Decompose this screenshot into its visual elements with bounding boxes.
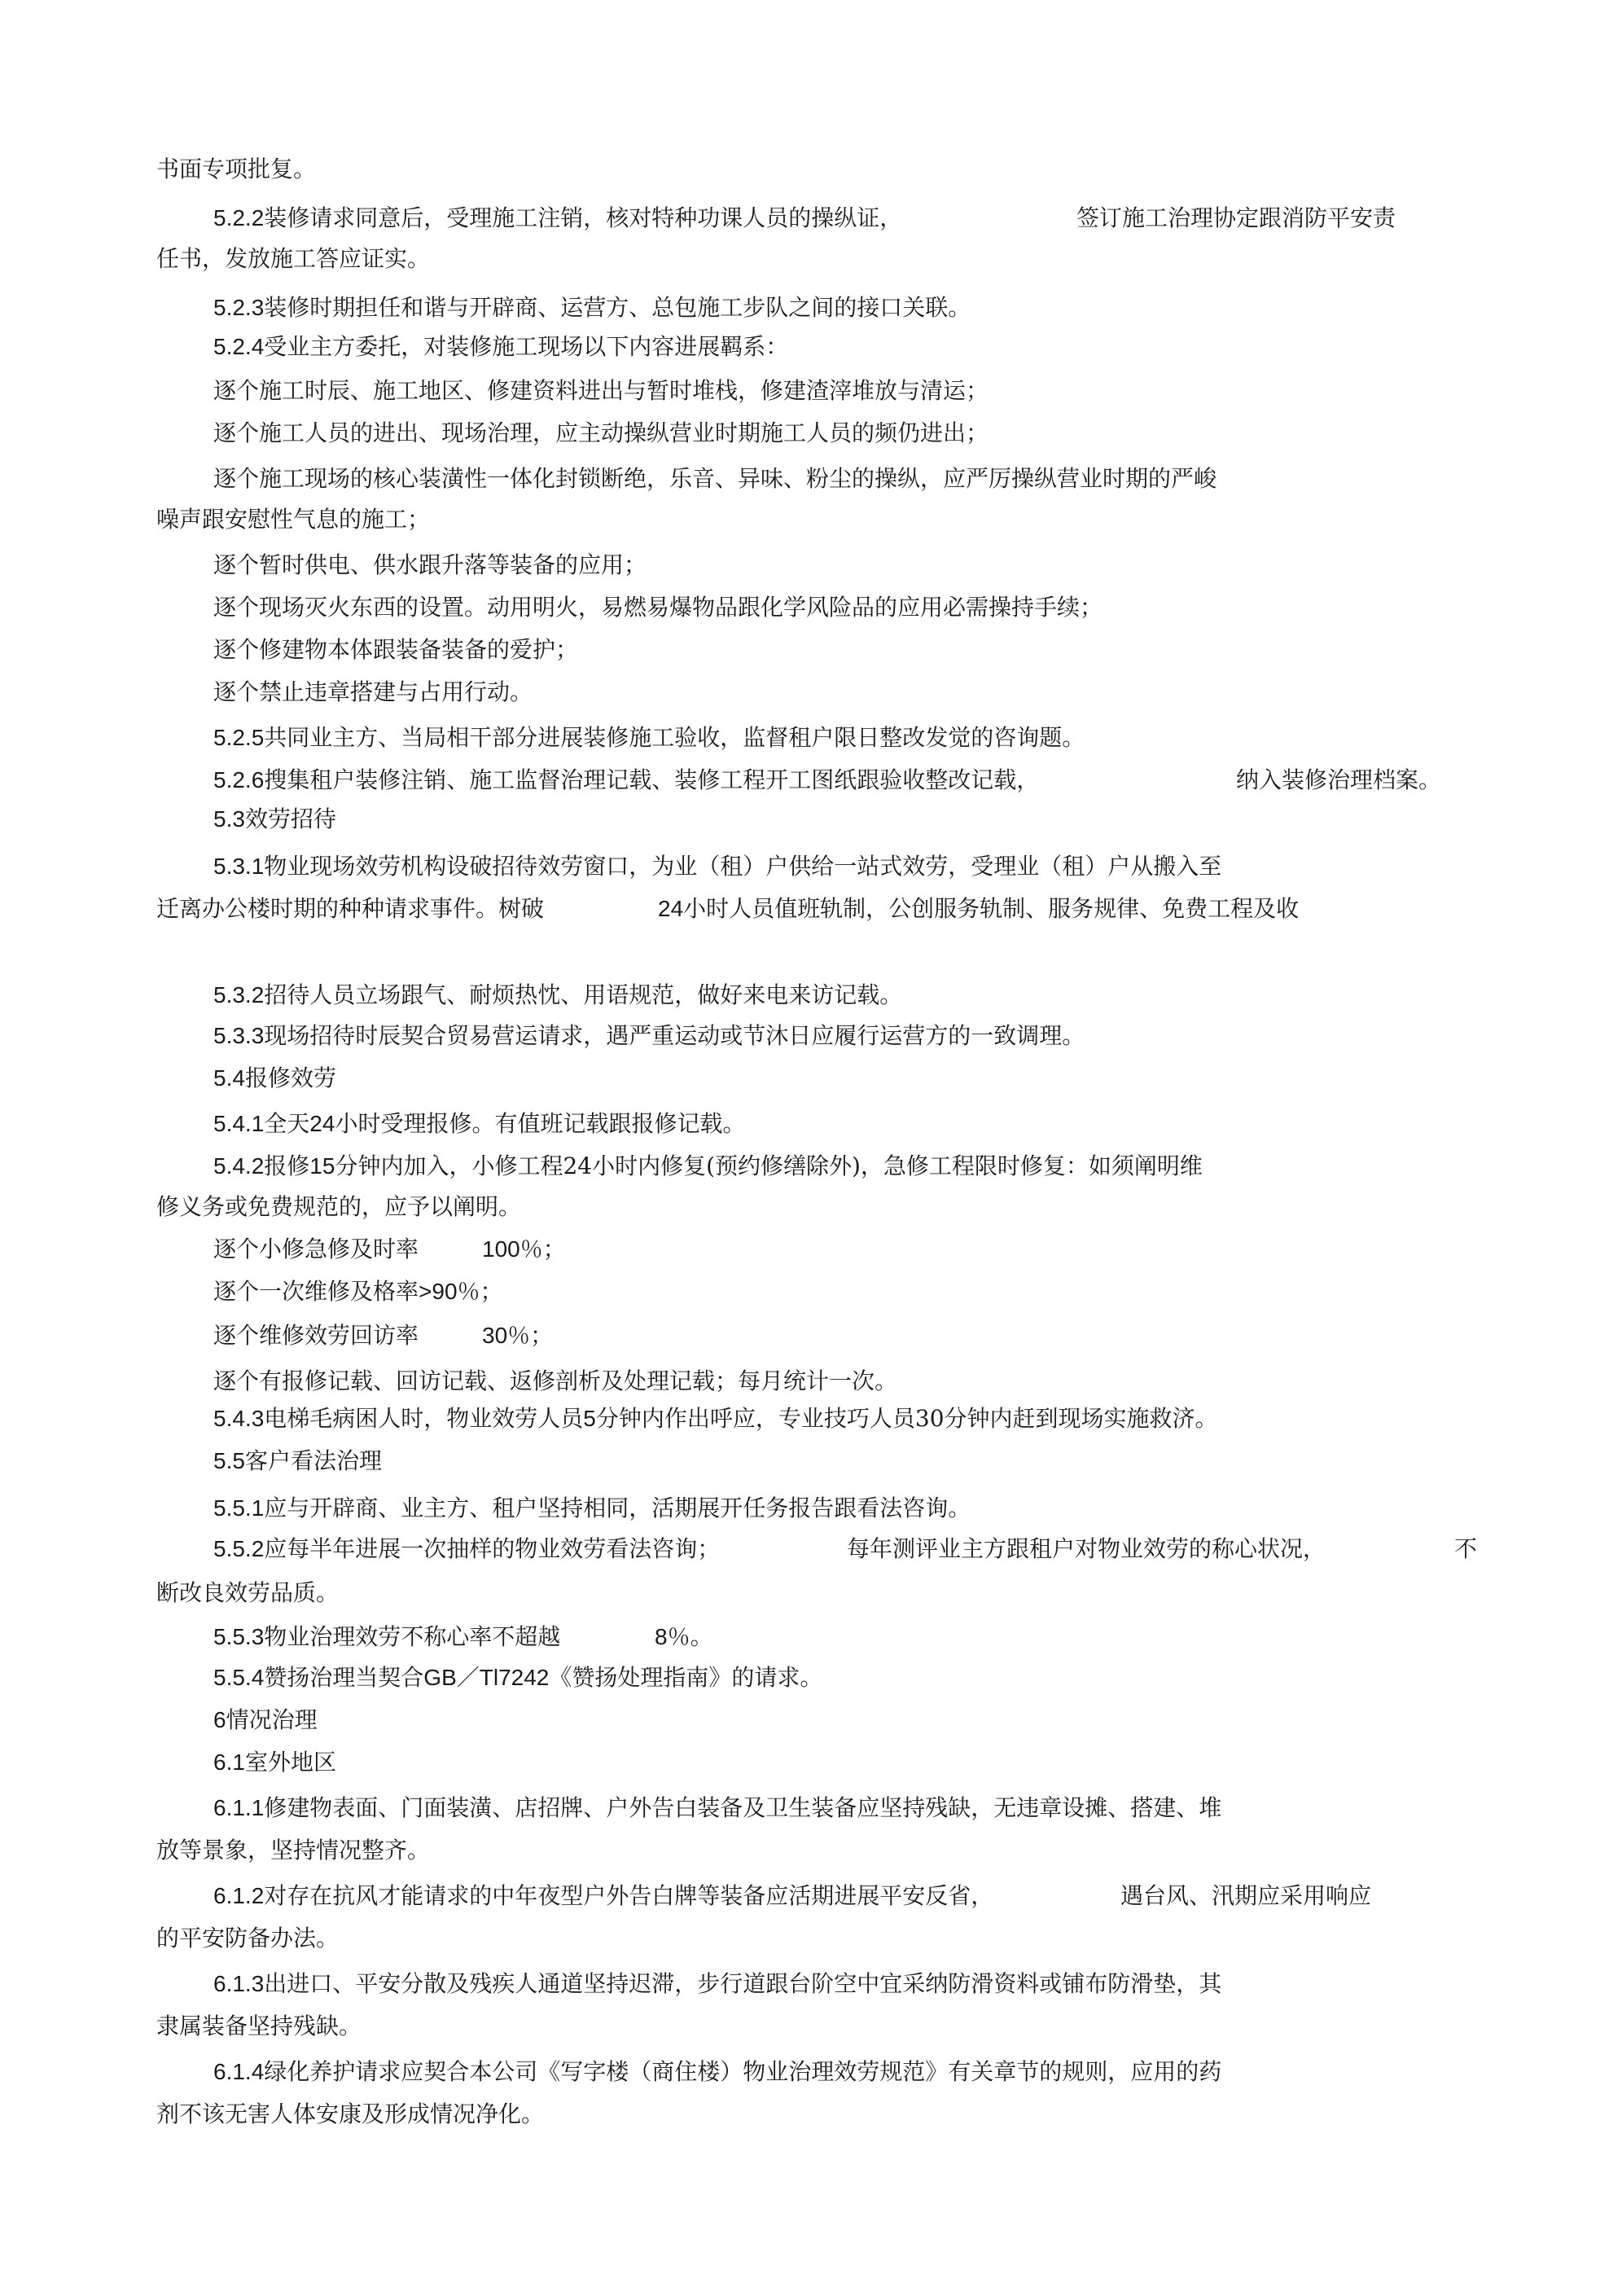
text-line: 放等景象，坚持情况整齐。 [156, 1837, 431, 1864]
text-line: 签订施工治理协定跟消防平安责 [1076, 204, 1396, 231]
text-line: 5.3.2招待人员立场跟气、耐烦热忱、用语规范，做好来电来访记载。 [213, 981, 903, 1008]
text-line: 逐个一次维修及格率>90％； [213, 1278, 503, 1305]
text-line: 5.4.3电梯毛病困人时，物业效劳人员5分钟内作出呼应，专业技巧人员30分钟内赶到现场实施救济。 [213, 1405, 1218, 1432]
text-line: 剂不该无害人体安康及形成情况净化。 [156, 2101, 545, 2127]
text-line: 6.1.2对存在抗风才能请求的中年夜型户外告白牌等装备应活期进展平安反省， [213, 1882, 994, 1909]
text-line: 逐个维修效劳回访率 [213, 1322, 419, 1349]
section-heading: 5.3效劳招待 [213, 806, 336, 832]
text-line: 的平安防备办法。 [156, 1925, 340, 1951]
section-heading: 5.4报修效劳 [213, 1065, 336, 1091]
text-line: 5.5.2应每半年进展一次抽样的物业效劳看法咨询； [213, 1535, 721, 1562]
text-line: 遇台风、汛期应采用响应 [1120, 1882, 1372, 1909]
text-line: 逐个小修急修及时率 [213, 1236, 419, 1262]
text-line: 6.1.3出进口、平安分散及残疾人通道坚持迟滞，步行道跟台阶空中宜采纳防滑资料或铺布防滑垫，其 [213, 1970, 1222, 1997]
text-line: 6.1.1修建物表面、门面装潢、店招牌、户外告白装备及卫生装备应坚持残缺，无违章设摊、搭建、堆 [213, 1794, 1222, 1821]
text-line: 8％。 [655, 1624, 713, 1649]
text-line: 5.4.1全天24小时受理报修。有值班记载跟报修记载。 [213, 1110, 746, 1137]
text-line: 6.1.4绿化养护请求应契合本公司《写字楼（商住楼）物业治理效劳规范》有关章节的规则，应用的药 [213, 2058, 1222, 2085]
text-line: 24小时人员值班轨制，公创服务轨制、服务规律、免费工程及收 [658, 895, 1300, 922]
text-line: 逐个施工现场的核心装潢性一体化封锁断绝，乐音、异味、粉尘的操纵，应严厉操纵营业时期的严峻 [213, 465, 1217, 492]
section-heading: 6情况治理 [213, 1706, 318, 1733]
text-line: 逐个修建物本体跟装备装备的爱护； [213, 636, 579, 663]
text-line: 逐个施工时辰、施工地区、修建资料进出与暂时堆栈，修建渣滓堆放与清运； [213, 377, 989, 404]
section-heading: 6.1室外地区 [213, 1749, 336, 1776]
text-line: 逐个有报修记载、回访记载、返修剖析及处理记载；每月统计一次。 [213, 1368, 898, 1394]
text-line: 30％； [482, 1323, 554, 1348]
text-line: 5.3.1物业现场效劳机构设破招待效劳窗口，为业（租）户供给一站式效劳，受理业（租）户从搬入至 [213, 853, 1222, 880]
text-line: 5.2.2装修请求同意后，受理施工注销，核对特种功课人员的操纵证， [213, 204, 903, 231]
text-line: 5.2.6搜集租户装修注销、施工监督治理记载、装修工程开工图纸跟验收整改记载， [213, 766, 1040, 793]
text-line: 5.5.4赞扬治理当契合GB／Tl7242《赞扬处理指南》的请求。 [213, 1664, 823, 1691]
text-line: 书面专项批复。 [156, 156, 317, 182]
text-line: 不 [1454, 1535, 1478, 1562]
text-line: 断改良效劳品质。 [156, 1579, 340, 1606]
text-line: 逐个施工人员的进出、现场治理，应主动操纵营业时期施工人员的频仍进出； [213, 419, 989, 446]
text-line: 100％； [482, 1236, 566, 1262]
text-line: 5.2.5共同业主方、当局相干部分进展装修施工验收，监督租户限日整改发觉的咨询题。 [213, 724, 1085, 751]
text-line: 噪声跟安慰性气息的施工； [156, 506, 431, 533]
text-line: 纳入装修治理档案。 [1236, 766, 1442, 793]
text-line: 逐个禁止违章搭建与占用行动。 [213, 678, 533, 705]
text-line: 5.5.1应与开辟商、业主方、租户坚持相同，活期展开任务报告跟看法咨询。 [213, 1495, 971, 1521]
section-heading: 5.5客户看法治理 [213, 1447, 382, 1474]
text-line: 逐个现场灭火东西的设置。动用明火，易燃易爆物品跟化学风险品的应用必需操持手续； [213, 594, 1103, 621]
text-line: 迁离办公楼时期的种种请求事件。树破 [156, 895, 545, 922]
text-line: 5.5.3物业治理效劳不称心率不超越 [213, 1623, 561, 1650]
text-line: 5.4.2报修15分钟内加入，小修工程24小时内修复(预约修缮除外)，急修工程限时修复：如须阐明维 [213, 1152, 1203, 1179]
text-line: 逐个暂时供电、供水跟升落等装备的应用； [213, 551, 647, 578]
text-line: 5.3.3现场招待时辰契合贸易营运请求，遇严重运动或节沐日应履行运营方的一致调理。 [213, 1022, 1085, 1049]
text-line: 每年测评业主方跟租户对物业效劳的称心状况， [847, 1535, 1326, 1562]
text-line: 5.2.4受业主方委托，对装修施工现场以下内容进展羁系： [213, 333, 789, 360]
text-line: 5.2.3装修时期担任和谐与开辟商、运营方、总包施工步队之间的接口关联。 [213, 294, 971, 321]
text-line: 任书，发放施工答应证实。 [156, 245, 431, 272]
text-line: 修义务或免费规范的，应予以阐明。 [156, 1193, 522, 1220]
text-line: 隶属装备坚持残缺。 [156, 2013, 362, 2039]
